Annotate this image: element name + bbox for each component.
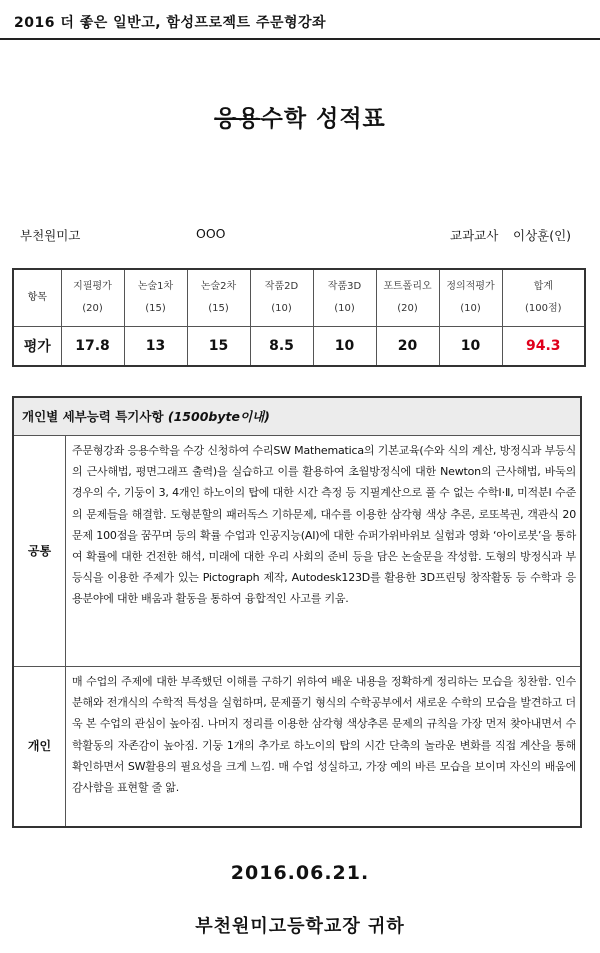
score-value-row <box>13 327 585 367</box>
score-item-header: 논술2차 (15) <box>187 269 250 327</box>
document-title <box>0 100 600 133</box>
score-total-value: 94.3 <box>502 327 585 367</box>
school-name: 부천원미고 <box>20 228 81 243</box>
score-value: 17.8 <box>61 327 124 367</box>
section-divider <box>14 666 580 667</box>
teacher-name: 이상훈(인) <box>513 228 572 243</box>
common-section-label: 공통 <box>14 436 66 666</box>
common-section-text: 주문형강좌 응용수학을 수강 신청하여 수리SW Mathematica의 기본교육(수와 식의 계산, 방정식과 부등식의 근사해법, 평면그래프 출력)을 실습하고 이를 활용하여 초월방정식에 대한 Newton의 근사해법, 바둑의 경우의 수, 기둥이 3, 4개인 하노이의 탑에 대한 시간 측정 등 지필계산으로 풀 수 없는 수학Ⅰ·Ⅱ, 미적분Ⅰ 수준의 문제들을 해결함. 도형분할의 패러독스 기하문제, 대수를 이용한 삼각형 색상 추론, 로또복권, 객관식 20문제 100점을 꿈꾸며 등의 확률 수업과 인공지능(AI)에 대한 슈퍼가위바위보 실험과 영화 ‘아이로봇’을 통하여 확률에 대한 건전한 해석, 미래에 대한 우리 사회의 준비 등을 담은 논술문을 작성함. 도형의 방정식과 부등식을 이용한 주제가 있는 Pictograph 제작, Autodesk123D를 활용한 3D프린팅 창작활동 등 수학과 응용분야에 대한 배움과 활동을 통하여 융합적인 사고를 키움. <box>72 444 576 606</box>
score-item-header: 논술1차 (15) <box>124 269 187 327</box>
recipient-signoff: 부천원미고등학교장 귀하 <box>195 916 405 937</box>
student-name: OOO <box>196 226 226 241</box>
issue-date: 2016.06.21. <box>230 862 370 884</box>
title-struck-word: 응용 <box>214 106 261 132</box>
score-value: 13 <box>124 327 187 367</box>
header-title: 2016 더 좋은 일반고, 함성프로젝트 주문형강좌 <box>14 15 327 31</box>
score-item-header: 정의적평가 (10) <box>439 269 502 327</box>
score-item-header: 작품2D (10) <box>250 269 313 327</box>
personal-section-label: 개인 <box>14 667 66 826</box>
score-value: 10 <box>439 327 502 367</box>
teacher-label: 교과교사 <box>450 228 499 243</box>
personal-section-text: 매 수업의 주제에 대한 부족했던 이해를 구하기 위하여 배운 내용을 정확하게 정리하는 모습을 칭찬함. 인수분해와 전개식의 수학적 특성을 실험하며, 문제풀기 형식의 수학공부에서 새로운 수학의 모습을 발견하고 더욱 본 수업의 관심이 높아짐. 나머지 정리를 이용한 삼각형 색상추론 문제의 규칙을 가장 먼저 찾아내면서 수학활동의 자존감이 높아짐. 기둥 1개의 추가로 하노이의 탑의 시간 단축의 놀라운 변화를 직접 계산을 통해 확인하면서 SW활용의 필요성을 크게 느낌. 매 수업 성실하고, 가장 예의 바른 모습을 보이며 자신의 배움에 감사함을 표현할 줄 앎. <box>72 675 576 795</box>
detail-heading-note: (1500byte이내) <box>167 409 270 424</box>
score-item-header: 포트폴리오 (20) <box>376 269 439 327</box>
header-divider <box>0 38 600 40</box>
score-header-row <box>13 269 585 327</box>
score-value: 10 <box>313 327 376 367</box>
score-item-header: 작품3D (10) <box>313 269 376 327</box>
score-value: 8.5 <box>250 327 313 367</box>
score-value: 20 <box>376 327 439 367</box>
detail-remarks-box <box>12 396 582 828</box>
detail-heading <box>14 398 580 436</box>
row-label-values: 평가 <box>13 327 61 367</box>
row-label-items: 항목 <box>13 269 61 327</box>
detail-heading-text: 개인별 세부능력 특기사항 <box>22 409 164 424</box>
score-item-header: 지필평가 (20) <box>61 269 124 327</box>
score-total-header: 합계 (100점) <box>502 269 585 327</box>
title-rest: 수학 성적표 <box>260 106 386 132</box>
score-value: 15 <box>187 327 250 367</box>
score-table <box>12 268 586 367</box>
